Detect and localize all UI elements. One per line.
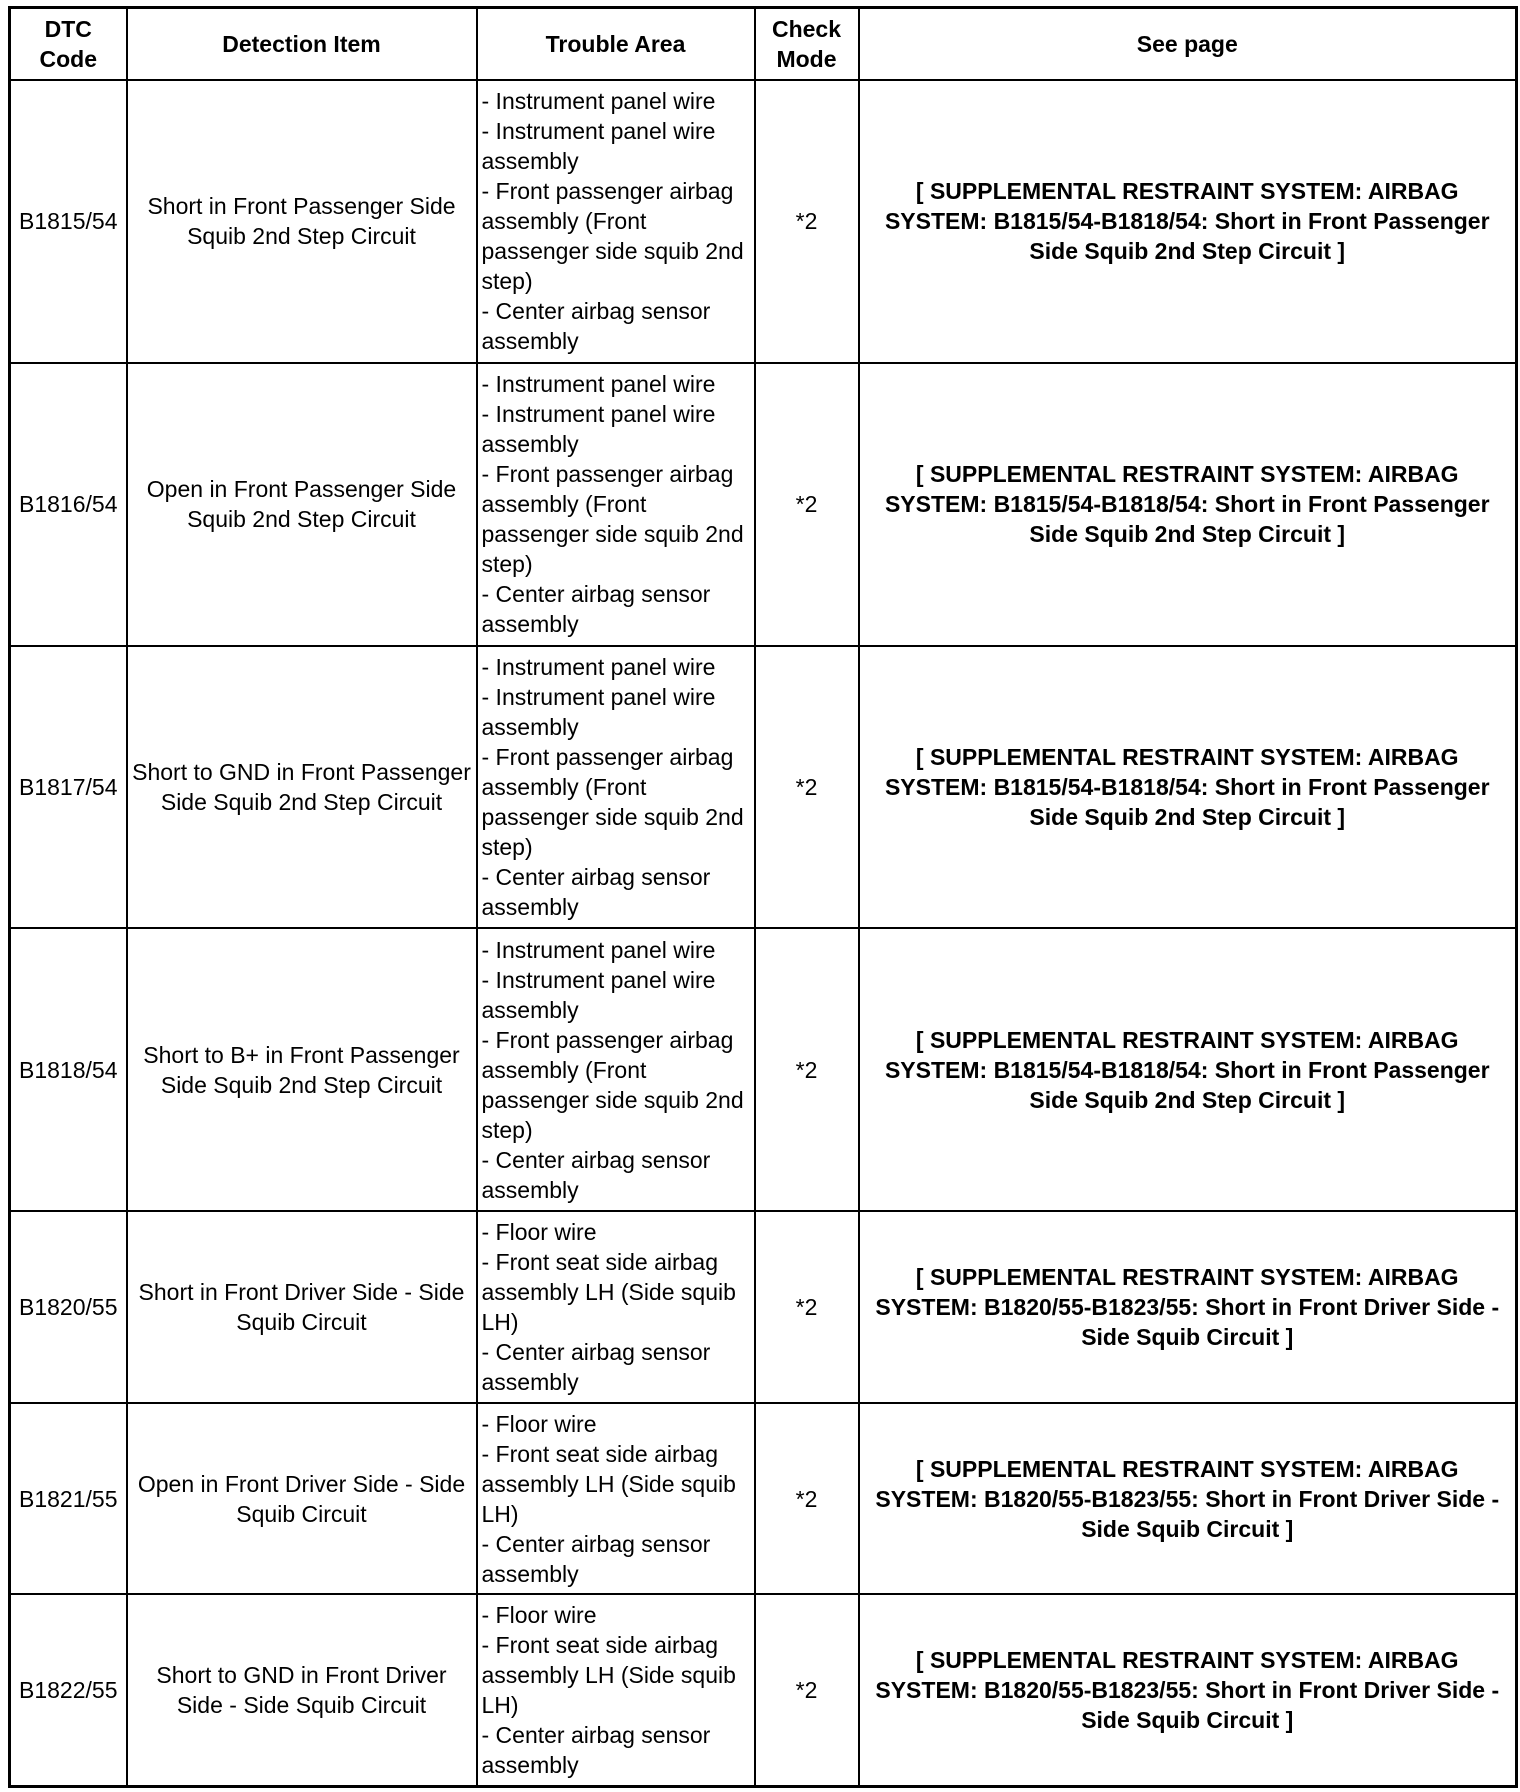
header-detection-item: Detection Item — [127, 8, 477, 81]
detection-item-cell: Short to B+ in Front Passenger Side Squib 2nd Step Circuit — [127, 928, 477, 1211]
see-page-link[interactable]: [ SUPPLEMENTAL RESTRAINT SYSTEM: AIRBAG SYSTEM: B1820/55-B1823/55: Short in Front Driver Side - Side Squib Circuit ] — [859, 1211, 1517, 1403]
trouble-area-cell: - Instrument panel wire - Instrument panel wire assembly - Front passenger airbag assembly (Front passenger side squib 2nd step) - Center airbag sensor assembly — [477, 646, 755, 929]
dtc-code-cell: B1820/55 — [10, 1211, 127, 1403]
header-row — [10, 8, 1517, 81]
check-mode-cell: *2 — [755, 1403, 859, 1595]
check-mode-cell: *2 — [755, 928, 859, 1211]
detection-item-cell: Short to GND in Front Passenger Side Squib 2nd Step Circuit — [127, 646, 477, 929]
check-mode-cell: *2 — [755, 1594, 859, 1786]
dtc-code-cell: B1816/54 — [10, 363, 127, 646]
trouble-area-cell: - Floor wire - Front seat side airbag assembly LH (Side squib LH) - Center airbag sensor assembly — [477, 1403, 755, 1595]
detection-item-cell: Short in Front Passenger Side Squib 2nd Step Circuit — [127, 80, 477, 363]
dtc-code-cell: B1822/55 — [10, 1594, 127, 1786]
detection-item-cell: Short in Front Driver Side - Side Squib Circuit — [127, 1211, 477, 1403]
dtc-table — [8, 6, 1518, 1788]
trouble-area-cell: - Instrument panel wire - Instrument panel wire assembly - Front passenger airbag assembly (Front passenger side squib 2nd step) - Center airbag sensor assembly — [477, 80, 755, 363]
header-trouble-area: Trouble Area — [477, 8, 755, 81]
header-see-page: See page — [859, 8, 1517, 81]
see-page-link[interactable]: [ SUPPLEMENTAL RESTRAINT SYSTEM: AIRBAG SYSTEM: B1815/54-B1818/54: Short in Front Passenger Side Squib 2nd Step Circuit ] — [859, 928, 1517, 1211]
see-page-link[interactable]: [ SUPPLEMENTAL RESTRAINT SYSTEM: AIRBAG SYSTEM: B1820/55-B1823/55: Short in Front Driver Side - Side Squib Circuit ] — [859, 1403, 1517, 1595]
trouble-area-cell: - Instrument panel wire - Instrument panel wire assembly - Front passenger airbag assembly (Front passenger side squib 2nd step) - Center airbag sensor assembly — [477, 363, 755, 646]
trouble-area-cell: - Floor wire - Front seat side airbag assembly LH (Side squib LH) - Center airbag sensor assembly — [477, 1594, 755, 1786]
see-page-link[interactable]: [ SUPPLEMENTAL RESTRAINT SYSTEM: AIRBAG SYSTEM: B1815/54-B1818/54: Short in Front Passenger Side Squib 2nd Step Circuit ] — [859, 363, 1517, 646]
dtc-code-cell: B1815/54 — [10, 80, 127, 363]
trouble-area-cell: - Floor wire - Front seat side airbag assembly LH (Side squib LH) - Center airbag sensor assembly — [477, 1211, 755, 1403]
table-row — [10, 1211, 1517, 1403]
see-page-link[interactable]: [ SUPPLEMENTAL RESTRAINT SYSTEM: AIRBAG SYSTEM: B1815/54-B1818/54: Short in Front Passenger Side Squib 2nd Step Circuit ] — [859, 80, 1517, 363]
trouble-area-cell: - Instrument panel wire - Instrument panel wire assembly - Front passenger airbag assembly (Front passenger side squib 2nd step) - Center airbag sensor assembly — [477, 928, 755, 1211]
detection-item-cell: Short to GND in Front Driver Side - Side Squib Circuit — [127, 1594, 477, 1786]
table-row — [10, 80, 1517, 363]
dtc-code-cell: B1818/54 — [10, 928, 127, 1211]
check-mode-cell: *2 — [755, 646, 859, 929]
detection-item-cell: Open in Front Passenger Side Squib 2nd Step Circuit — [127, 363, 477, 646]
see-page-link[interactable]: [ SUPPLEMENTAL RESTRAINT SYSTEM: AIRBAG SYSTEM: B1815/54-B1818/54: Short in Front Passenger Side Squib 2nd Step Circuit ] — [859, 646, 1517, 929]
table-row — [10, 363, 1517, 646]
table-row — [10, 1403, 1517, 1595]
header-check-mode: Check Mode — [755, 8, 859, 81]
dtc-code-cell: B1821/55 — [10, 1403, 127, 1595]
detection-item-cell: Open in Front Driver Side - Side Squib Circuit — [127, 1403, 477, 1595]
dtc-code-cell: B1817/54 — [10, 646, 127, 929]
table-row — [10, 928, 1517, 1211]
check-mode-cell: *2 — [755, 363, 859, 646]
table-row — [10, 1594, 1517, 1786]
check-mode-cell: *2 — [755, 1211, 859, 1403]
header-dtc-code: DTC Code — [10, 8, 127, 81]
see-page-link[interactable]: [ SUPPLEMENTAL RESTRAINT SYSTEM: AIRBAG SYSTEM: B1820/55-B1823/55: Short in Front Driver Side - Side Squib Circuit ] — [859, 1594, 1517, 1786]
table-row — [10, 646, 1517, 929]
check-mode-cell: *2 — [755, 80, 859, 363]
